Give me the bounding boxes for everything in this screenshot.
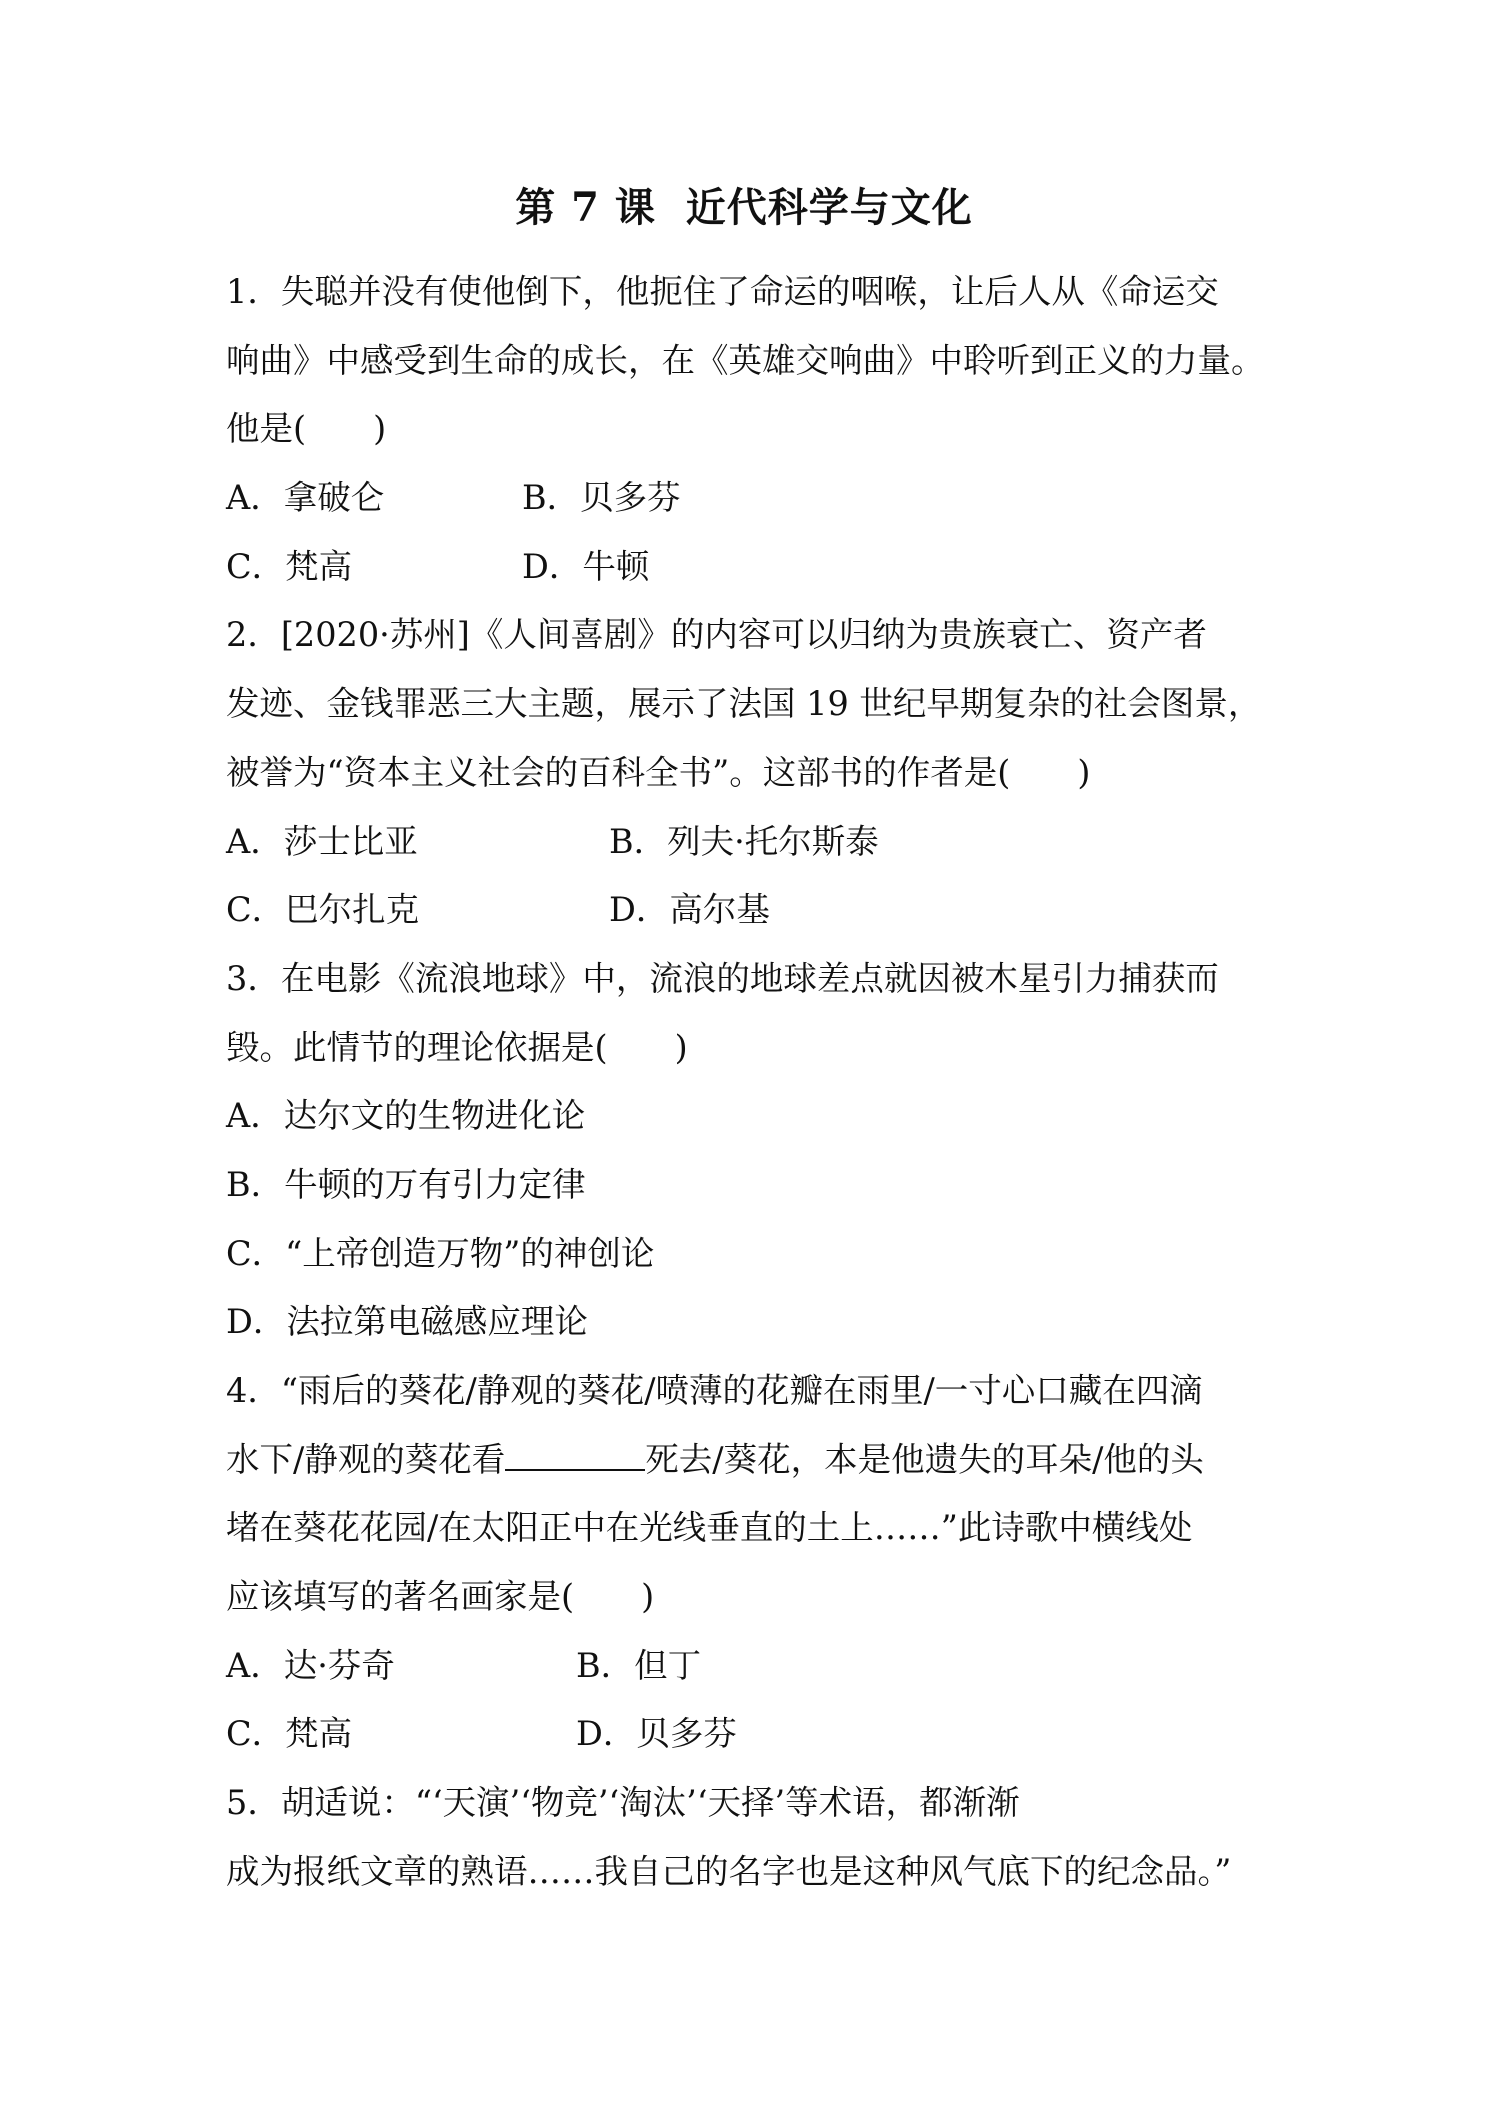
page-title: 第 7 课 近代科学与文化: [515, 184, 973, 231]
option-c: C．梵高: [226, 546, 353, 586]
option-a: A．达·芬奇: [226, 1645, 395, 1685]
question-2: [226, 601, 1288, 944]
question-stem-line: 发迹、金钱罪恶三大主题，展示了法国 19 世纪早期复杂的社会图景，: [226, 684, 1262, 724]
option-row: [226, 1700, 1288, 1769]
option-d: D．高尔基: [609, 890, 770, 930]
option-a: A．莎士比亚: [226, 821, 418, 861]
question-4: [226, 1357, 1288, 1769]
fill-in-blank: [505, 1439, 645, 1471]
option-row: [226, 808, 1288, 877]
stem-text-after-blank: 死去/葵花，本是他遗失的耳朵/他的头: [645, 1439, 1204, 1479]
question-stem-line: 被誉为“资本主义社会的百科全书”。这部书的作者是( ): [226, 752, 1091, 792]
question-3: [226, 945, 1288, 1357]
option-a: A．达尔文的生物进化论: [226, 1096, 586, 1136]
question-stem-line: 响曲》中感受到生命的成长，在《英雄交响曲》中聆听到正义的力量。: [226, 340, 1265, 380]
question-stem-line: 4．“雨后的葵花/静观的葵花/喷薄的花瓣在雨里/一寸心口藏在四滴: [226, 1371, 1203, 1410]
option-row: [226, 464, 1288, 533]
question-list: [226, 258, 1288, 1907]
option-b: B．列夫·托尔斯泰: [609, 821, 879, 861]
question-stem-line: 他是( ): [226, 409, 387, 449]
option-row: [226, 876, 1288, 945]
option-d: D．法拉第电磁感应理论: [226, 1302, 588, 1342]
question-stem-line: 1．失聪并没有使他倒下，他扼住了命运的咽喉，让后人从《命运交: [226, 272, 1219, 311]
question-stem-line: 2．[2020·苏州]《人间喜剧》的内容可以归纳为贵族衰亡、资产者: [226, 615, 1207, 655]
option-c: C．“上帝创造万物”的神创论: [226, 1233, 655, 1273]
question-1: [226, 258, 1288, 601]
question-stem-line: 3．在电影《流浪地球》中，流浪的地球差点就因被木星引力捕获而: [226, 958, 1219, 998]
question-stem-line: 堵在葵花花园/在太阳正中在光线垂直的土上……”此诗歌中横线处: [226, 1508, 1193, 1548]
stem-text-before-blank: 水下/静观的葵花看: [226, 1439, 506, 1479]
question-stem-line: 成为报纸文章的熟语……我自己的名字也是这种风气底下的纪念品。”: [226, 1851, 1232, 1891]
option-a: A．拿破仑: [226, 478, 385, 518]
question-stem-line: 5．胡适说：“‘天演’‘物竞’‘淘汰’‘天择’等术语，都渐渐: [226, 1783, 1020, 1823]
option-row: [226, 533, 1288, 602]
question-stem-line: 毁。此情节的理论依据是( ): [226, 1027, 688, 1067]
option-b: B．贝多芬: [522, 478, 681, 518]
option-c: C．巴尔扎克: [226, 890, 420, 930]
question-stem-line: [226, 1426, 1288, 1495]
option-d: D．牛顿: [522, 546, 650, 586]
question-stem-line: 应该填写的著名画家是( ): [226, 1577, 655, 1617]
option-b: B．但丁: [576, 1645, 702, 1685]
option-b: B．牛顿的万有引力定律: [226, 1164, 586, 1204]
option-c: C．梵高: [226, 1714, 353, 1754]
option-d: D．贝多芬: [576, 1714, 737, 1754]
question-5: [226, 1769, 1288, 1906]
option-row: [226, 1632, 1288, 1701]
